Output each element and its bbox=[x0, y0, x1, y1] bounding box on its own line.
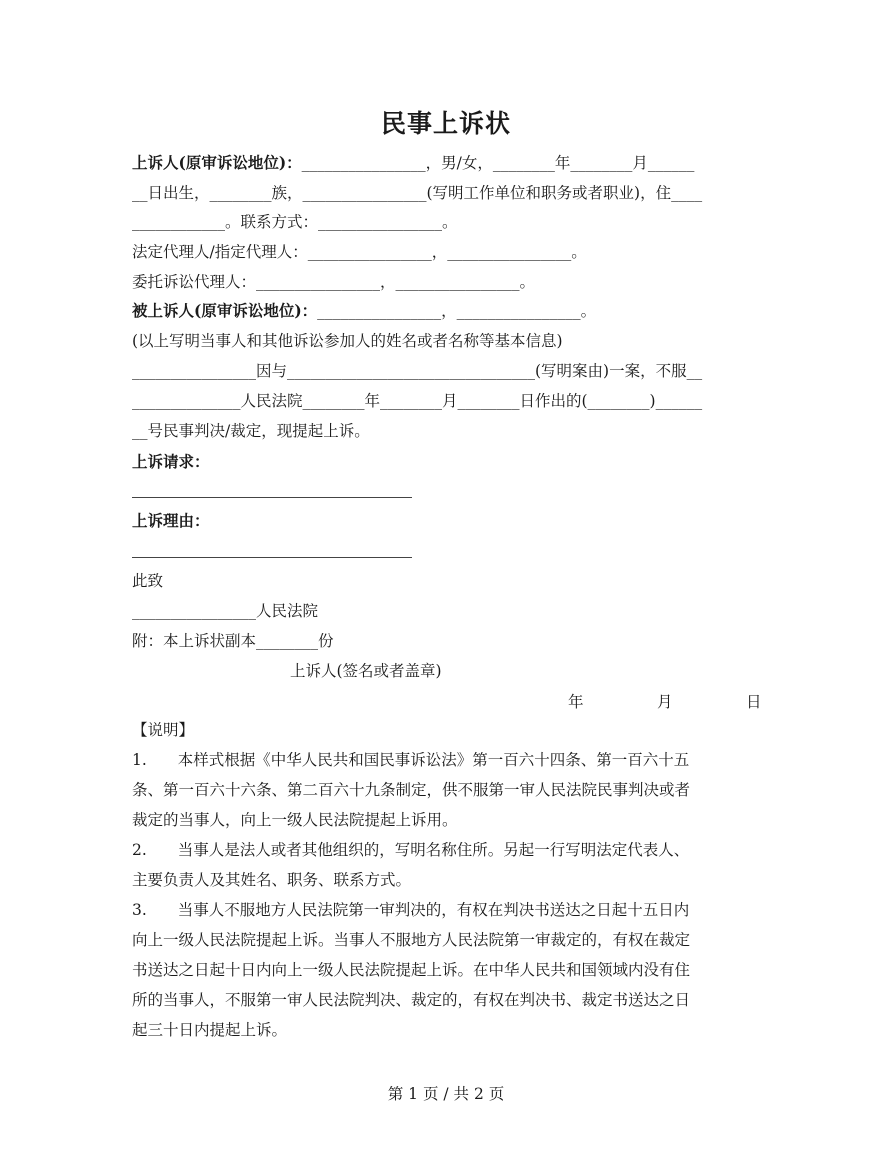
page-footer: 第 1 页 / 共 2 页 bbox=[387, 1085, 505, 1103]
explanation-heading: 【说明】 bbox=[132, 721, 195, 739]
basic-info-note: (以上写明当事人和其他诉讼参加人的姓名或者名称等基本信息) bbox=[132, 332, 563, 350]
appeal-request-heading: 上诉请求： bbox=[132, 452, 210, 471]
item-3-line-4: 所的当事人，不服第一审人民法院判决、裁定的，有权在判决书、裁定书送达之日 bbox=[132, 991, 691, 1009]
item-1-line-2: 条、第一百六十六条、第二百六十九条制定，供不服第一审人民法院民事判决或者 bbox=[132, 781, 691, 799]
date-year: 年 bbox=[568, 693, 584, 711]
legal-agent-line: 法定代理人/指定代理人：________________，________________。 bbox=[132, 243, 587, 261]
item-1-line-3: 裁定的当事人，向上一级人民法院提起上诉用。 bbox=[132, 811, 458, 829]
respondent-line bbox=[132, 301, 782, 321]
appellant-line-2: __日出生，________族，________________(写明工作单位和职务或者职业)，住____ bbox=[132, 184, 703, 202]
case-line-3: __号民事判决/裁定，现提起上诉。 bbox=[132, 422, 370, 440]
respondent-label: 被上诉人(原审诉讼地位)： bbox=[132, 301, 318, 320]
appellant-label: 上诉人(原审诉讼地位)： bbox=[132, 153, 302, 172]
case-line-2: ______________人民法院________年________月________日作出的(________)______ bbox=[132, 392, 703, 410]
appeal-reason-blank bbox=[132, 557, 412, 558]
item-3-line-5: 起三十日内提起上诉。 bbox=[132, 1021, 288, 1039]
appellant-line bbox=[132, 153, 782, 173]
attachment-line: 附：本上诉状副本________份 bbox=[132, 632, 334, 650]
case-line-1: ________________因与________________________________(写明案由)一案，不服__ bbox=[132, 362, 703, 380]
item-3-line-3: 书送达之日起十日内向上一级人民法院提起上诉。在中华人民共和国领域内没有住 bbox=[132, 961, 691, 979]
item-1-line-1: 1. 本样式根据《中华人民共和国民事诉讼法》第一百六十四条、第一百六十五 bbox=[132, 751, 690, 769]
item-3-line-1: 3. 当事人不服地方人民法院第一审判决的，有权在判决书送达之日起十五日内 bbox=[132, 901, 690, 919]
item-2-line-2: 主要负责人及其姓名、职务、联系方式。 bbox=[132, 871, 412, 889]
date-day: 日 bbox=[746, 693, 762, 711]
signature-line: 上诉人(签名或者盖章) bbox=[290, 662, 442, 680]
salutation: 此致 bbox=[132, 572, 164, 590]
appellant-line-3: ____________。联系方式：________________。 bbox=[132, 213, 458, 231]
entrusted-agent-line: 委托诉讼代理人：________________，________________。 bbox=[132, 273, 536, 291]
page-title: 民事上诉状 bbox=[380, 109, 511, 138]
item-2-line-1: 2. 当事人是法人或者其他组织的，写明名称住所。另起一行写明法定代表人、 bbox=[132, 841, 690, 859]
appeal-reason-heading: 上诉理由： bbox=[132, 511, 210, 530]
date-month: 月 bbox=[657, 693, 673, 711]
item-3-line-2: 向上一级人民法院提起上诉。当事人不服地方人民法院第一审裁定的，有权在裁定 bbox=[132, 931, 691, 949]
appellant-fields: ________________，男/女，________年________月______ bbox=[301, 154, 695, 172]
appeal-request-blank bbox=[132, 497, 412, 498]
court-line: ________________人民法院 bbox=[132, 602, 319, 620]
respondent-fields: ________________，________________。 bbox=[317, 302, 597, 320]
